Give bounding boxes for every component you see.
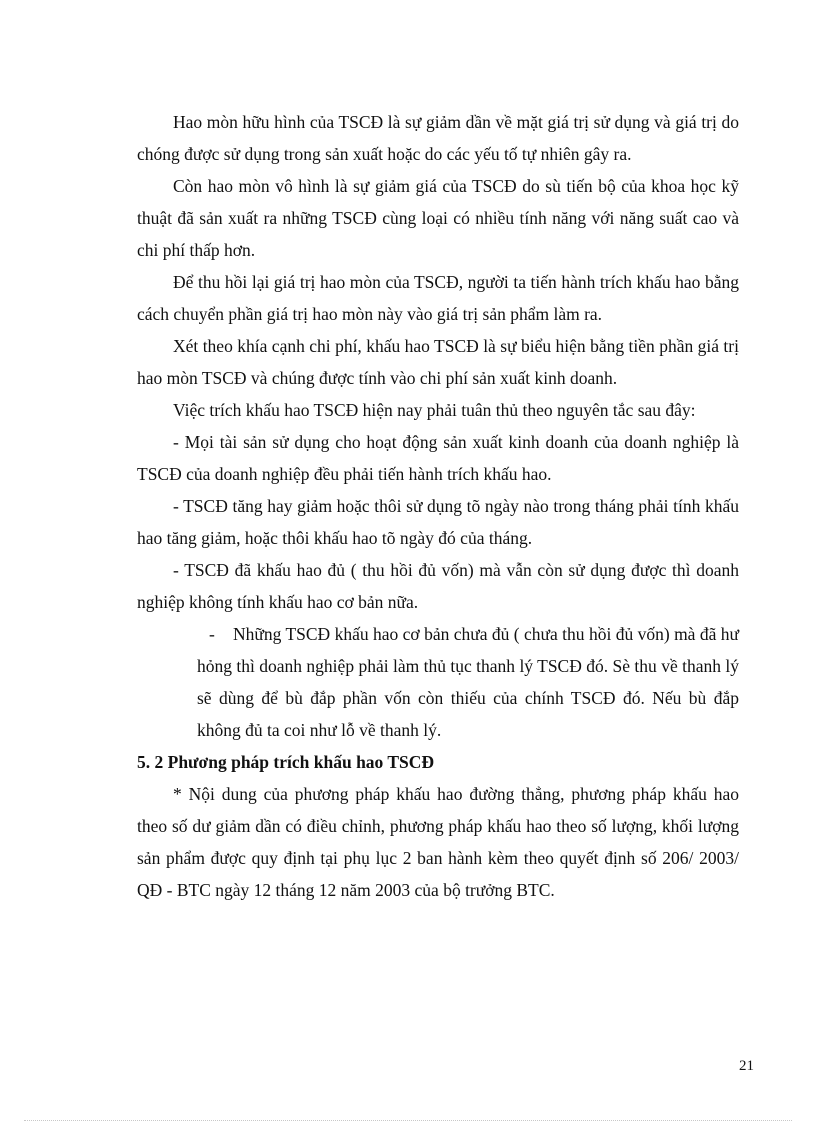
paragraph-intangible-depreciation: Còn hao mòn vô hình là sự giảm giá của TSCĐ do sù tiến bộ của khoa học kỹ thuật đã sản xuất ra những TSCĐ cùng loại có nhiều tính năng với năng suất cao và chi phí thấp hơn. [137,176,739,260]
paragraph-tangible-depreciation: Hao mòn hữu hình của TSCĐ là sự giảm dần về mặt giá trị sử dụng và giá trị do chóng được sử dụng trong sản xuất hoặc do các yếu tố tự nhiên gây ra. [137,112,739,164]
paragraph-cost-perspective: Xét theo khía cạnh chi phí, khấu hao TSCĐ là sự biểu hiện bằng tiền phần giá trị hao mòn TSCĐ và chúng được tính vào chi phí sản xuất kinh doanh. [137,336,739,388]
principle-item-4 [137,618,739,746]
page-number: 21 [739,1058,754,1074]
page-body [137,106,739,906]
paragraph-depreciation-recovery: Để thu hồi lại giá trị hao mòn của TSCĐ, người ta tiến hành trích khấu hao bằng cách chuyển phần giá trị hao mòn này vào giá trị sản phẩm làm ra. [137,272,739,324]
principle-item-1: - Mọi tài sản sử dụng cho hoạt động sản xuất kinh doanh của doanh nghiệp là TSCĐ của doanh nghiệp đều phải tiến hành trích khấu hao. [137,432,739,484]
paragraph-principles-intro: Việc trích khấu hao TSCĐ hiện nay phải tuân thủ theo nguyên tắc sau đây: [173,400,696,420]
list-dash: - [209,624,215,644]
section-heading: 5. 2 Phương pháp trích khấu hao TSCĐ [137,752,435,772]
principle-item-4-text: Những TSCĐ khấu hao cơ bản chưa đủ ( chưa thu hồi đủ vốn) mà đã hư hỏng thì doanh nghiệp phải làm thủ tục thanh lý TSCĐ đó. Sè thu về thanh lý sẽ dùng để bù đắp phần vốn còn thiếu của chính TSCĐ đó. Nếu bù đắp không đủ ta coi như lỗ về thanh lý. [197,624,739,740]
principle-item-3: - TSCĐ đã khấu hao đủ ( thu hồi đủ vốn) mà vẫn còn sử dụng được thì doanh nghiệp không tính khấu hao cơ bản nữa. [137,560,739,612]
principle-item-2: - TSCĐ tăng hay giảm hoặc thôi sử dụng tõ ngày nào trong tháng phải tính khấu hao tăng giảm, hoặc thôi khấu hao tõ ngày đó của tháng. [137,496,739,548]
footer-divider [24,1120,792,1121]
paragraph-methods: * Nội dung của phương pháp khấu hao đường thẳng, phương pháp khấu hao theo số dư giảm dần có điều chỉnh, phương pháp khấu hao theo số lượng, khối lượng sản phẩm được quy định tại phụ lục 2 ban hành kèm theo quyết định số 206/ 2003/ QĐ - BTC ngày 12 tháng 12 năm 2003 của bộ trưởng BTC. [137,784,739,900]
